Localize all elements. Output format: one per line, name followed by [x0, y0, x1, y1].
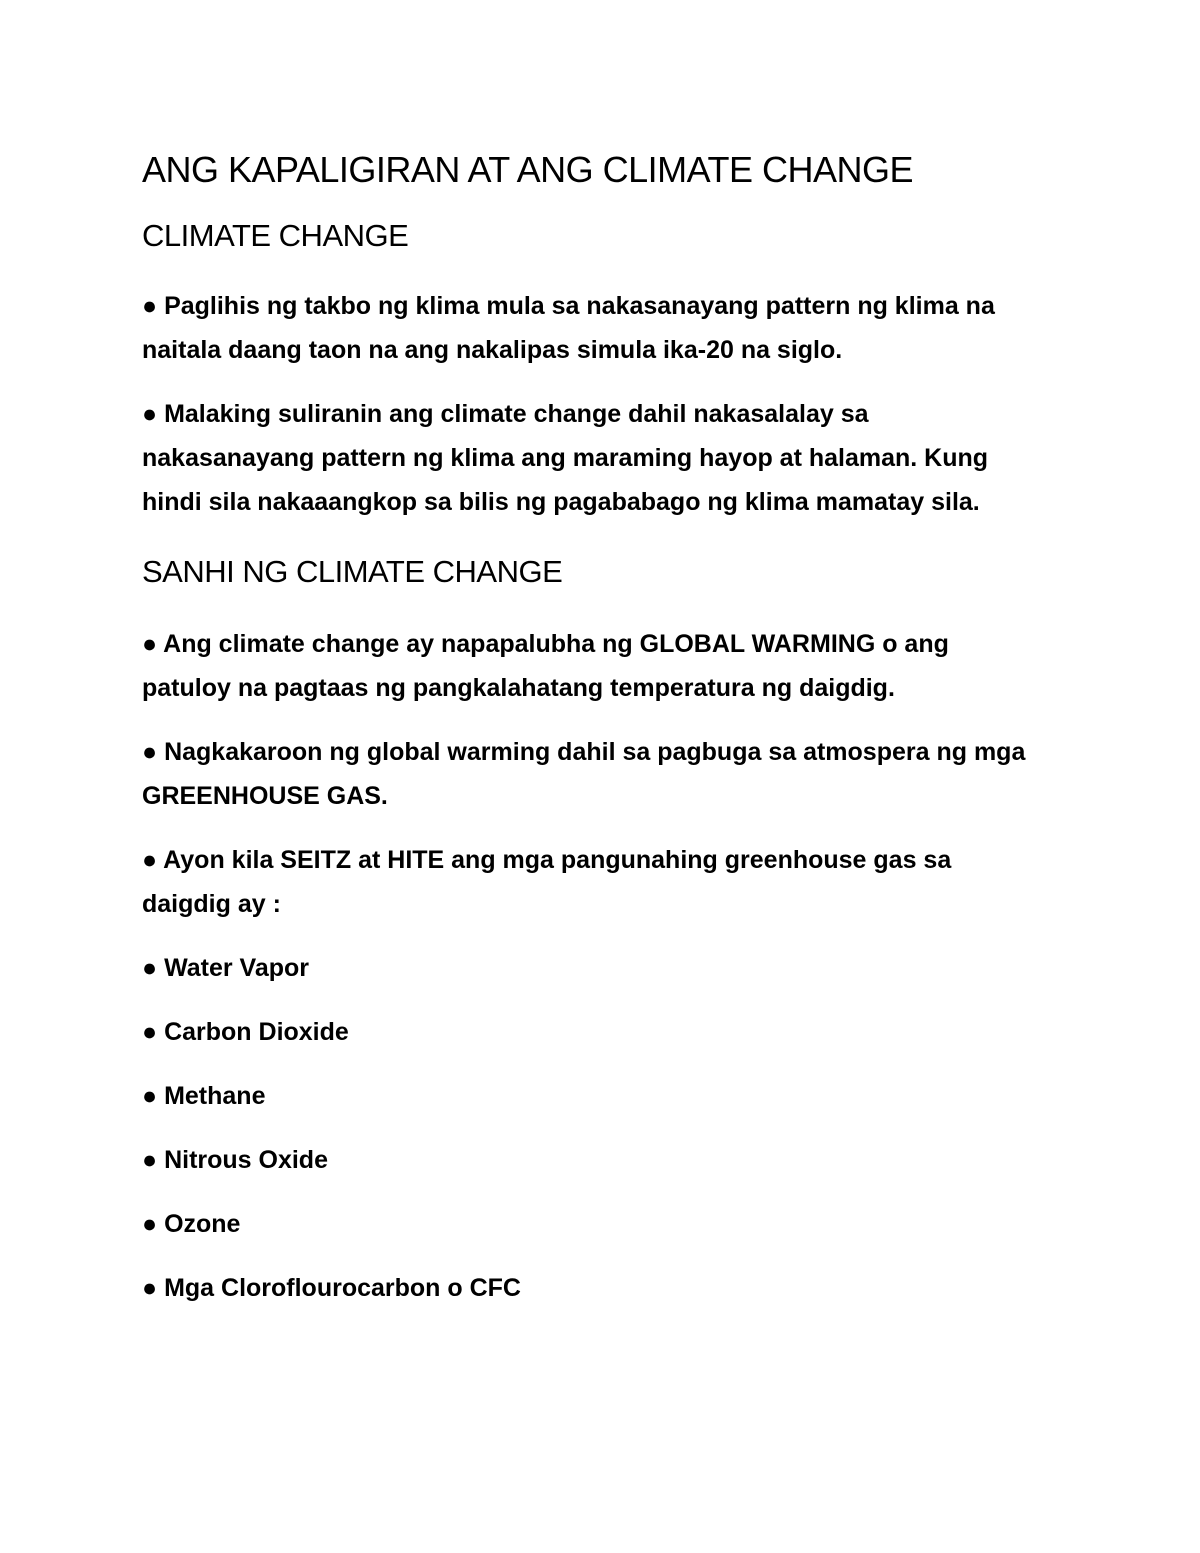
list-item-text: Paglihis ng takbo ng klima mula sa nakasanayang pattern ng klima na naitala daang taon na ang nakalipas simula ika-20 na siglo. [142, 292, 995, 364]
gas-name: Nitrous Oxide [164, 1146, 328, 1174]
bullet-icon: ● [142, 1018, 158, 1046]
list-item-text: Ayon kila SEITZ at HITE ang mga pangunahing greenhouse gas sa daigdig ay : [142, 846, 952, 918]
gas-list-item [142, 946, 1042, 990]
list-item [142, 730, 1042, 818]
bullet-icon: ● [142, 846, 158, 874]
gas-list-item [142, 1074, 1042, 1118]
gas-list-item [142, 1138, 1042, 1182]
gas-name: Mga Cloroflourocarbon o CFC [164, 1274, 521, 1302]
gas-name: Carbon Dioxide [164, 1018, 349, 1046]
bullet-icon: ● [142, 1082, 158, 1110]
gas-list-item [142, 1266, 1042, 1310]
list-item-text: Nagkakaroon ng global warming dahil sa pagbuga sa atmospera ng mga GREENHOUSE GAS. [142, 738, 1026, 810]
bullet-icon: ● [142, 1274, 158, 1302]
list-item [142, 622, 1042, 710]
bullet-icon: ● [142, 400, 158, 428]
list-item [142, 284, 1042, 372]
bullet-icon: ● [142, 630, 158, 658]
bullet-icon: ● [142, 1210, 158, 1238]
gas-list-item [142, 1010, 1042, 1054]
gas-name: Water Vapor [164, 954, 310, 982]
list-item-text: Malaking suliranin ang climate change dahil nakasalalay sa nakasanayang pattern ng klima ang maraming hayop at halaman. Kung hindi sila nakaaangkop sa bilis ng pagababago ng klima mamatay sila. [142, 400, 989, 516]
bullet-icon: ● [142, 954, 158, 982]
bullet-icon: ● [142, 292, 158, 320]
bullet-icon: ● [142, 738, 158, 766]
list-item [142, 838, 1042, 926]
gas-name: Ozone [164, 1210, 241, 1238]
gas-list-item [142, 1202, 1042, 1246]
gas-name: Methane [164, 1082, 266, 1110]
section-heading-climate-change: CLIMATE CHANGE [142, 218, 409, 253]
list-item-text: Ang climate change ay napapalubha ng GLOBAL WARMING o ang patuloy na pagtaas ng pangkalahatang temperatura ng daigdig. [142, 630, 949, 702]
section-heading-sanhi: SANHI NG CLIMATE CHANGE [142, 554, 563, 589]
document-title: ANG KAPALIGIRAN AT ANG CLIMATE CHANGE [142, 149, 914, 190]
list-item [142, 392, 1042, 524]
document-page [142, 148, 1042, 1330]
bullet-icon: ● [142, 1146, 158, 1174]
